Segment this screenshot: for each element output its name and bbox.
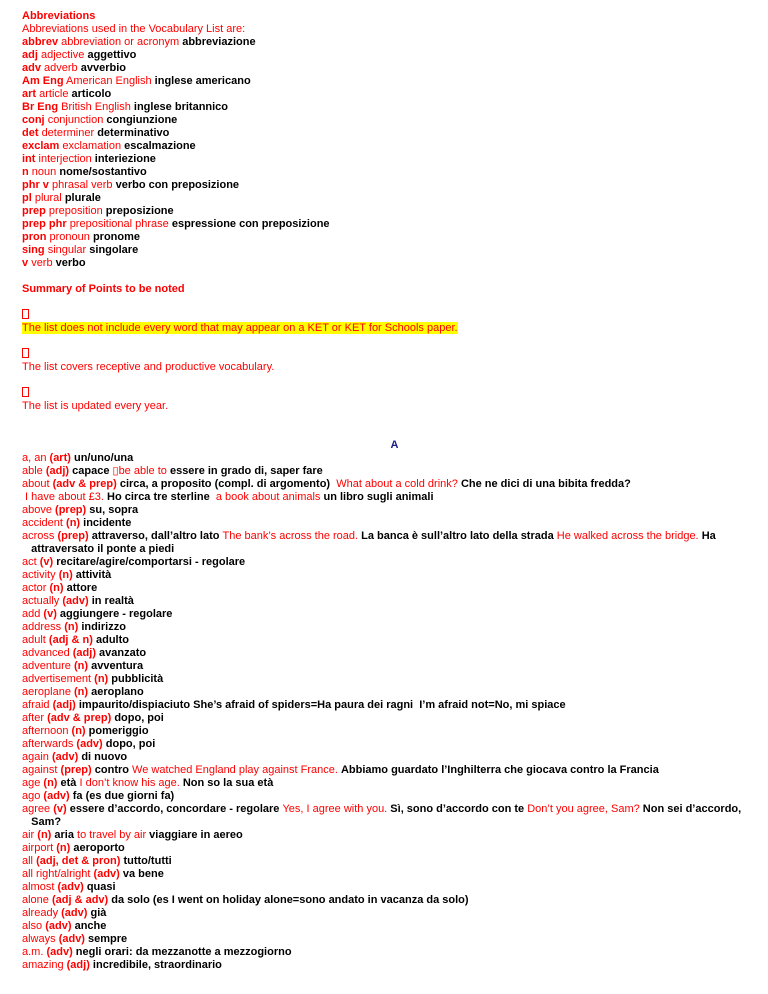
vocabulary-entry <box>22 764 757 777</box>
vocabulary-entry <box>22 569 757 582</box>
vocabulary-entry <box>22 738 757 751</box>
abbreviation-english: singular <box>47 244 87 256</box>
italian-text: quasi <box>86 881 116 893</box>
english-text: all right/alright <box>22 868 94 880</box>
italian-text: tutto/tutti <box>123 855 172 867</box>
vocabulary-entry <box>22 855 757 868</box>
abbreviation-italian: avverbio <box>80 62 126 74</box>
english-text: able <box>22 465 46 477</box>
part-of-speech: (adj & n) <box>48 634 96 646</box>
part-of-speech: (adj) <box>66 959 93 971</box>
italian-text: Che ne dici di una bibita fredda? <box>460 478 631 490</box>
abbreviation-key: Am Eng <box>22 75 64 87</box>
italian-text: avventura <box>91 660 144 672</box>
bullet-icon <box>22 348 757 361</box>
abbreviation-row <box>22 49 757 62</box>
abbreviation-row <box>22 36 757 49</box>
english-text: after <box>22 712 48 724</box>
vocabulary-entry <box>22 829 757 842</box>
english-text: ▯be able to <box>112 465 170 477</box>
english-text: to travel by air <box>77 829 150 841</box>
abbreviation-row <box>22 114 757 127</box>
abbreviation-english: preposition <box>48 205 103 217</box>
italian-text: essere in grado di, saper fare <box>169 465 323 477</box>
vocabulary-entry <box>22 894 757 907</box>
abbreviation-row <box>22 153 757 166</box>
abbreviation-english: exclamation <box>62 140 122 152</box>
part-of-speech: (n) <box>58 569 76 581</box>
italian-text: aeroporto <box>73 842 125 854</box>
part-of-speech: (v) <box>43 608 60 620</box>
abbreviation-english: adjective <box>40 49 85 61</box>
abbreviation-italian: congiunzione <box>106 114 178 126</box>
vocabulary-entry <box>22 881 757 894</box>
english-text: I don’t know his age. <box>79 777 183 789</box>
vocabulary-entry <box>22 582 757 595</box>
english-text: I have about £3. <box>22 491 108 503</box>
english-text: all <box>22 855 37 867</box>
vocabulary-entry <box>22 868 757 881</box>
abbreviation-key: v <box>22 257 29 269</box>
point-item: The list is updated every year. <box>22 400 169 412</box>
english-text: across <box>22 530 58 542</box>
abbreviation-row <box>22 140 757 153</box>
abbreviation-italian: espressione con preposizione <box>171 218 330 230</box>
italian-text: adulto <box>95 634 129 646</box>
vocabulary-entry <box>22 777 757 790</box>
part-of-speech: (adj) <box>45 465 73 477</box>
english-text: agree <box>22 803 54 815</box>
english-text: We watched England play against France. <box>132 764 341 776</box>
abbreviation-key: adj <box>22 49 38 61</box>
abbreviation-key: art <box>22 88 37 100</box>
english-text: The bank’s across the road. <box>222 530 362 542</box>
italian-text: Ha <box>701 530 716 542</box>
part-of-speech: (adv) <box>58 933 89 945</box>
english-text: above <box>22 504 56 516</box>
abbreviation-row <box>22 166 757 179</box>
abbreviation-english: verb <box>31 257 53 269</box>
abbreviation-italian: pronome <box>92 231 141 243</box>
abbreviation-italian: verbo con preposizione <box>115 179 240 191</box>
vocabulary-entry <box>22 920 757 933</box>
vocabulary-entry <box>22 699 757 712</box>
abbreviation-key: pl <box>22 192 32 204</box>
bullet-icon <box>22 387 757 400</box>
italian-text: incredibile, straordinario <box>92 959 222 971</box>
abbreviations-list <box>22 36 757 270</box>
english-text: afraid <box>22 699 53 711</box>
summary-heading: Summary of Points to be noted <box>22 283 185 295</box>
vocabulary-entry <box>22 517 757 530</box>
abbreviation-english: prepositional phrase <box>69 218 169 230</box>
abbreviation-key: adv <box>22 62 41 74</box>
italian-text: un libro sugli animali <box>323 491 434 503</box>
english-text: also <box>22 920 46 932</box>
part-of-speech: (n) <box>94 673 112 685</box>
vocabulary-entry <box>22 933 757 946</box>
italian-text: La banca è sull’altro lato della strada <box>361 530 557 542</box>
abbreviation-english: phrasal verb <box>51 179 113 191</box>
vocabulary-entry <box>22 452 757 465</box>
english-text: again <box>22 751 52 763</box>
bullet-icon <box>22 309 757 322</box>
abbreviation-italian: determinativo <box>97 127 170 139</box>
english-text: against <box>22 764 61 776</box>
part-of-speech: (n) <box>49 582 67 594</box>
abbreviation-english: British English <box>61 101 131 113</box>
abbreviation-english: American English <box>66 75 152 87</box>
abbreviation-italian: abbreviazione <box>182 36 256 48</box>
vocabulary-entry <box>22 673 757 686</box>
vocabulary-entry <box>22 504 757 517</box>
part-of-speech: (adv) <box>45 920 75 932</box>
vocabulary-entry <box>22 803 757 816</box>
abbreviation-row <box>22 75 757 88</box>
part-of-speech: (adj) <box>52 699 79 711</box>
abbreviation-english: plural <box>34 192 62 204</box>
italian-text: attraversato il ponte a piedi <box>22 543 175 555</box>
abbreviation-row <box>22 179 757 192</box>
abbreviation-row <box>22 101 757 114</box>
italian-text: negli orari: da mezzanotte a mezzogiorno <box>75 946 292 958</box>
italian-text: essere d’accordo, concordare - regolare <box>69 803 283 815</box>
vocabulary-entry <box>22 816 757 829</box>
abbreviation-english: article <box>39 88 69 100</box>
part-of-speech: (prep) <box>60 764 95 776</box>
abbreviation-english: interjection <box>38 153 92 165</box>
part-of-speech: (prep) <box>57 530 92 542</box>
english-text: Yes, I agree with you. <box>282 803 391 815</box>
part-of-speech: (n) <box>43 777 61 789</box>
part-of-speech: (n) <box>71 725 89 737</box>
abbreviation-italian: plurale <box>64 192 101 204</box>
abbreviation-italian: inglese britannico <box>133 101 229 113</box>
abbreviation-key: int <box>22 153 36 165</box>
italian-text: già <box>90 907 107 919</box>
vocabulary-entry <box>22 647 757 660</box>
italian-text: Abbiamo guardato l’Inghilterra che giocava contro la Francia <box>340 764 659 776</box>
part-of-speech: (adv) <box>62 595 92 607</box>
part-of-speech: (adv) <box>61 907 91 919</box>
english-text: always <box>22 933 59 945</box>
english-text: ago <box>22 790 44 802</box>
english-text: amazing <box>22 959 67 971</box>
italian-text: Sì, sono d’accordo con te <box>390 803 528 815</box>
english-text: about <box>22 478 53 490</box>
abbreviation-italian: articolo <box>71 88 112 100</box>
part-of-speech: (n) <box>37 829 55 841</box>
english-text: afterwards <box>22 738 77 750</box>
english-text: What about a cold drink? <box>333 478 461 490</box>
italian-text: indirizzo <box>81 621 126 633</box>
vocabulary-entry <box>22 959 757 972</box>
italian-text: aggiungere - regolare <box>59 608 173 620</box>
italian-text: capace <box>72 465 113 477</box>
abbreviation-italian: aggettivo <box>87 49 137 61</box>
italian-text: impaurito/dispiaciuto She’s afraid of spiders=Ha paura dei ragni I’m afraid not=No, mi spiace <box>78 699 566 711</box>
abbreviation-key: Br Eng <box>22 101 59 113</box>
italian-text: Sam? <box>22 816 62 828</box>
italian-text: aeroplano <box>91 686 144 698</box>
part-of-speech: (n) <box>73 660 92 672</box>
part-of-speech: (v) <box>39 556 57 568</box>
italian-text: attore <box>66 582 98 594</box>
italian-text: recitare/agire/comportarsi - regolare <box>56 556 246 568</box>
abbreviation-row <box>22 257 757 270</box>
italian-text: va bene <box>122 868 164 880</box>
italian-text: età <box>60 777 80 789</box>
abbreviation-key: det <box>22 127 39 139</box>
english-text: accident <box>22 517 67 529</box>
italian-text: su, sopra <box>89 504 139 516</box>
abbreviation-key: prep phr <box>22 218 67 230</box>
english-text: a.m. <box>22 946 47 958</box>
abbreviation-key: sing <box>22 244 45 256</box>
vocabulary-entry <box>22 712 757 725</box>
italian-text: attività <box>75 569 112 581</box>
english-text: actor <box>22 582 50 594</box>
vocabulary-entry <box>22 907 757 920</box>
abbreviation-key: exclam <box>22 140 60 152</box>
abbreviation-key: pron <box>22 231 47 243</box>
english-text: advanced <box>22 647 73 659</box>
abbreviation-italian: interiezione <box>94 153 156 165</box>
point-item: The list covers receptive and productive vocabulary. <box>22 361 275 373</box>
italian-text: pomeriggio <box>88 725 149 737</box>
english-text: air <box>22 829 38 841</box>
english-text: age <box>22 777 44 789</box>
part-of-speech: (n) <box>64 621 82 633</box>
vocabulary-entry <box>22 595 757 608</box>
abbreviations-heading: Abbreviations <box>22 10 96 22</box>
part-of-speech: (adv) <box>76 738 106 750</box>
section-letter: A <box>390 439 399 451</box>
abbreviation-row <box>22 192 757 205</box>
abbreviation-english: abbreviation or acronym <box>61 36 180 48</box>
italian-text: dopo, poi <box>114 712 164 724</box>
part-of-speech: (adj) <box>72 647 100 659</box>
italian-text: dopo, poi <box>105 738 156 750</box>
english-text: address <box>22 621 65 633</box>
abbreviation-key: conj <box>22 114 45 126</box>
english-text: alone <box>22 894 52 906</box>
english-text: almost <box>22 881 58 893</box>
vocabulary-entry <box>22 842 757 855</box>
abbreviation-english: noun <box>31 166 57 178</box>
abbreviation-italian: inglese americano <box>154 75 251 87</box>
italian-text: Ho circa tre sterline <box>107 491 213 503</box>
part-of-speech: (adv) <box>57 881 87 893</box>
part-of-speech: (adj & adv) <box>51 894 112 906</box>
abbreviation-row <box>22 218 757 231</box>
english-text: a book about animals <box>212 491 324 503</box>
abbreviation-english: conjunction <box>47 114 104 126</box>
english-text: advertisement <box>22 673 95 685</box>
english-text: activity <box>22 569 59 581</box>
english-text: airport <box>22 842 57 854</box>
vocabulary-entry <box>22 751 757 764</box>
english-text: act <box>22 556 40 568</box>
part-of-speech: (adv) <box>46 946 76 958</box>
abbreviation-key: abbrev <box>22 36 59 48</box>
abbreviation-row <box>22 62 757 75</box>
abbreviation-key: prep <box>22 205 46 217</box>
vocabulary-entry <box>22 530 757 543</box>
abbreviation-row <box>22 127 757 140</box>
part-of-speech: (art) <box>49 452 74 464</box>
english-text: add <box>22 608 44 620</box>
part-of-speech: (adv) <box>93 868 123 880</box>
english-text: adventure <box>22 660 74 672</box>
vocabulary-entry <box>22 634 757 647</box>
vocabulary-entry <box>22 478 757 491</box>
abbreviation-key: phr v <box>22 179 49 191</box>
italian-text: contro <box>94 764 133 776</box>
abbreviation-english: pronoun <box>49 231 90 243</box>
part-of-speech: (n) <box>74 686 92 698</box>
part-of-speech: (adv & prep) <box>47 712 115 724</box>
abbreviation-italian: nome/sostantivo <box>59 166 147 178</box>
italian-text: un/uno/una <box>73 452 134 464</box>
italian-text: in realtà <box>91 595 134 607</box>
part-of-speech: (n) <box>56 842 74 854</box>
abbreviation-row <box>22 231 757 244</box>
english-text: a, an <box>22 452 50 464</box>
abbreviation-italian: verbo <box>55 257 86 269</box>
part-of-speech: (adv) <box>51 751 82 763</box>
abbreviation-english: determiner <box>41 127 95 139</box>
part-of-speech: (n) <box>66 517 84 529</box>
italian-text: attraverso, dall’altro lato <box>91 530 223 542</box>
italian-text: incidente <box>83 517 132 529</box>
italian-text: da solo (es I went on holiday alone=sono andato in vacanza da solo) <box>111 894 469 906</box>
abbreviations-intro: Abbreviations used in the Vocabulary List are: <box>22 23 246 35</box>
vocabulary-entry <box>22 686 757 699</box>
document-page <box>22 10 757 972</box>
abbreviation-row <box>22 88 757 101</box>
abbreviation-key: n <box>22 166 29 178</box>
italian-text: sempre <box>88 933 128 945</box>
abbreviation-italian: singolare <box>89 244 139 256</box>
italian-text: Non so la sua età <box>182 777 274 789</box>
vocabulary-entry <box>22 660 757 673</box>
italian-text: di nuovo <box>81 751 128 763</box>
english-text: afternoon <box>22 725 72 737</box>
italian-text: Non sei d’accordo, <box>642 803 742 815</box>
italian-text: pubblicità <box>111 673 164 685</box>
english-text: aeroplane <box>22 686 74 698</box>
part-of-speech: (adj, det & pron) <box>36 855 124 867</box>
italian-text: anche <box>74 920 107 932</box>
english-text: adult <box>22 634 49 646</box>
abbreviation-english: adverb <box>44 62 78 74</box>
point-item: The list does not include every word that may appear on a KET or KET for Schools paper. <box>22 322 458 334</box>
vocabulary-entry <box>22 465 757 478</box>
vocabulary-entry <box>22 621 757 634</box>
abbreviation-italian: escalmazione <box>124 140 196 152</box>
italian-text: fa (es due giorni fa) <box>72 790 175 802</box>
vocabulary-entry <box>22 725 757 738</box>
vocabulary-entry <box>22 556 757 569</box>
part-of-speech: (v) <box>53 803 70 815</box>
part-of-speech: (adv) <box>43 790 73 802</box>
english-text: already <box>22 907 62 919</box>
italian-text: circa, a proposito (compl. di argomento) <box>119 478 334 490</box>
english-text: Don’t you agree, Sam? <box>527 803 643 815</box>
vocabulary-entry <box>22 608 757 621</box>
italian-text: avanzato <box>99 647 147 659</box>
abbreviation-italian: preposizione <box>105 205 174 217</box>
english-text: He walked across the bridge. <box>556 530 702 542</box>
italian-text: aria <box>54 829 78 841</box>
vocabulary-list <box>22 452 757 972</box>
vocabulary-entry <box>22 790 757 803</box>
abbreviation-row <box>22 205 757 218</box>
english-text: actually <box>22 595 63 607</box>
abbreviation-row <box>22 244 757 257</box>
vocabulary-entry <box>22 946 757 959</box>
vocabulary-entry <box>22 543 757 556</box>
part-of-speech: (prep) <box>55 504 90 516</box>
part-of-speech: (adv & prep) <box>52 478 120 490</box>
vocabulary-entry <box>22 491 757 504</box>
italian-text: viaggiare in aereo <box>149 829 243 841</box>
